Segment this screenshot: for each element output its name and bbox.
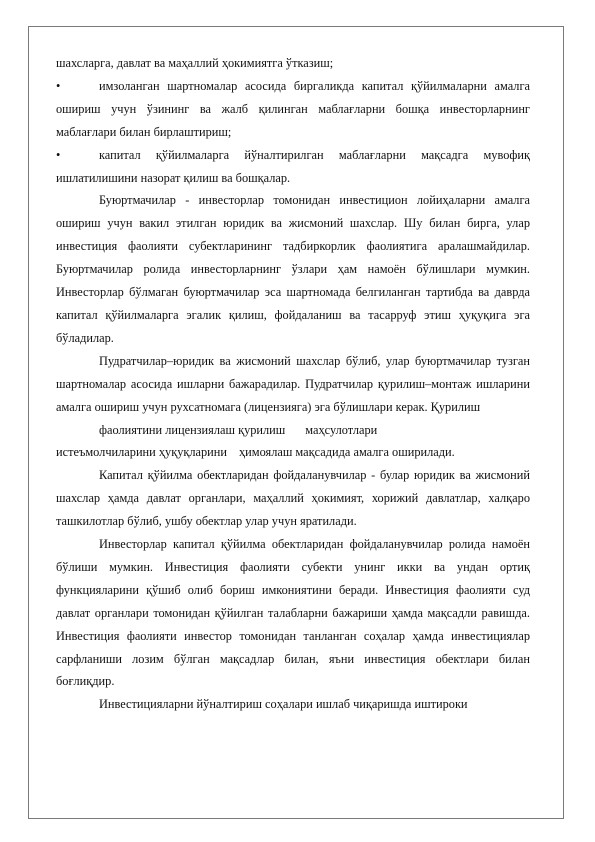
fragment-text: ҳимоялаш мақсадида амалга оширилади.: [239, 445, 455, 460]
paragraph-contractors: Пудратчилар–юридик ва жисмоний шахслар бўлиб, улар буюртмачилар тузган шартномалар асосида ишларни бажарадилар. Пудратчилар қурилиш–монтаж ишларини амалга ошириш учун рухсатномага (лицензияга) эга бўлишлари керак. Қурилиш: [56, 353, 530, 414]
paragraph-top: шахсларга, давлат ва маҳаллий ҳокимиятга ўтказиш;: [56, 56, 334, 70]
bullet-text: имзоланган шартномалар асосида биргаликда капитал қўйилмаларни амалга ошириш учун ўзининг ва жалб қилинган маблағларни бошқа инвесторларнинг маблағлари билан бирлаштириш;: [56, 78, 530, 139]
fragment-text: фаолиятини лицензиялаш қурилиш: [99, 422, 286, 437]
paragraph-objects: Капитал қўйилма обектларидан фойдаланувчилар - булар юридик ва жисмоний шахслар ҳамда давлат органлари, маҳаллий ҳокимият, хорижий давлатлар, халқаро ташкилотлар бўлиб, ушбу обектлар улар учун яратилади.: [56, 468, 530, 529]
bullet-item: [56, 144, 530, 190]
document-body: [56, 52, 530, 716]
bullet-text: капитал қўйилмаларга йўналтирилган маблағларни мақсадга мувофиқ ишлатилишини назорат қилиш ва бошқалар.: [56, 147, 530, 185]
fragment-text: истеъмолчиларини ҳуқуқларини: [56, 445, 227, 460]
paragraph-last: Инвестицияларни йўналтириш соҳалари ишлаб чиқаришда иштироки: [99, 697, 468, 712]
fragment-line-2: [56, 441, 530, 464]
bullet-item: [56, 75, 530, 144]
bullet-mark: •: [56, 78, 61, 93]
bullet-mark: •: [56, 147, 61, 162]
paragraph-customers: Буюртмачилар - инвесторлар томонидан инвестицион лойиҳаларни амалга ошириш учун вакил этилган юридик ва жисмоний шахслар. Шу билан бирга, улар инвестиция фаолияти субектларининг тадбиркорлик фаолиятига аралашмайдилар. Буюртмачилар ролида инвесторларнинг ўзлари ҳам намоён бўлишлари мумкин. Инвесторлар бўлмаган буюртмачилар эса шартномада белгиланган тартибда ва даврда капитал қўйилмаларга эгалик қилиш, фойдаланиш ва тасарруф этиш ҳуқуқига эга бўладилар.: [56, 193, 530, 345]
fragment-text: маҳсулотлари: [305, 422, 378, 437]
fragment-line-1: [56, 419, 530, 442]
paragraph-investors: Инвесторлар капитал қўйилма обектларидан фойдаланувчилар ролида намоён бўлиши мумкин. Инвестиция фаолияти субекти унинг икки ва ундан ортиқ функцияларини қўшиб олиб бориш имкониятини беради. Инвестиция фаолияти суд давлат органлари томонидан қўйилган талабларни бажариши ҳамда мақсадли равишда. Инвестиция фаолияти инвестор томонидан танланган соҳалар ҳамда инвестициялар сарфланиши лозим бўлган мақсадлар билан, яъни инвестиция обектлари билан боғлиқдир.: [56, 537, 530, 689]
